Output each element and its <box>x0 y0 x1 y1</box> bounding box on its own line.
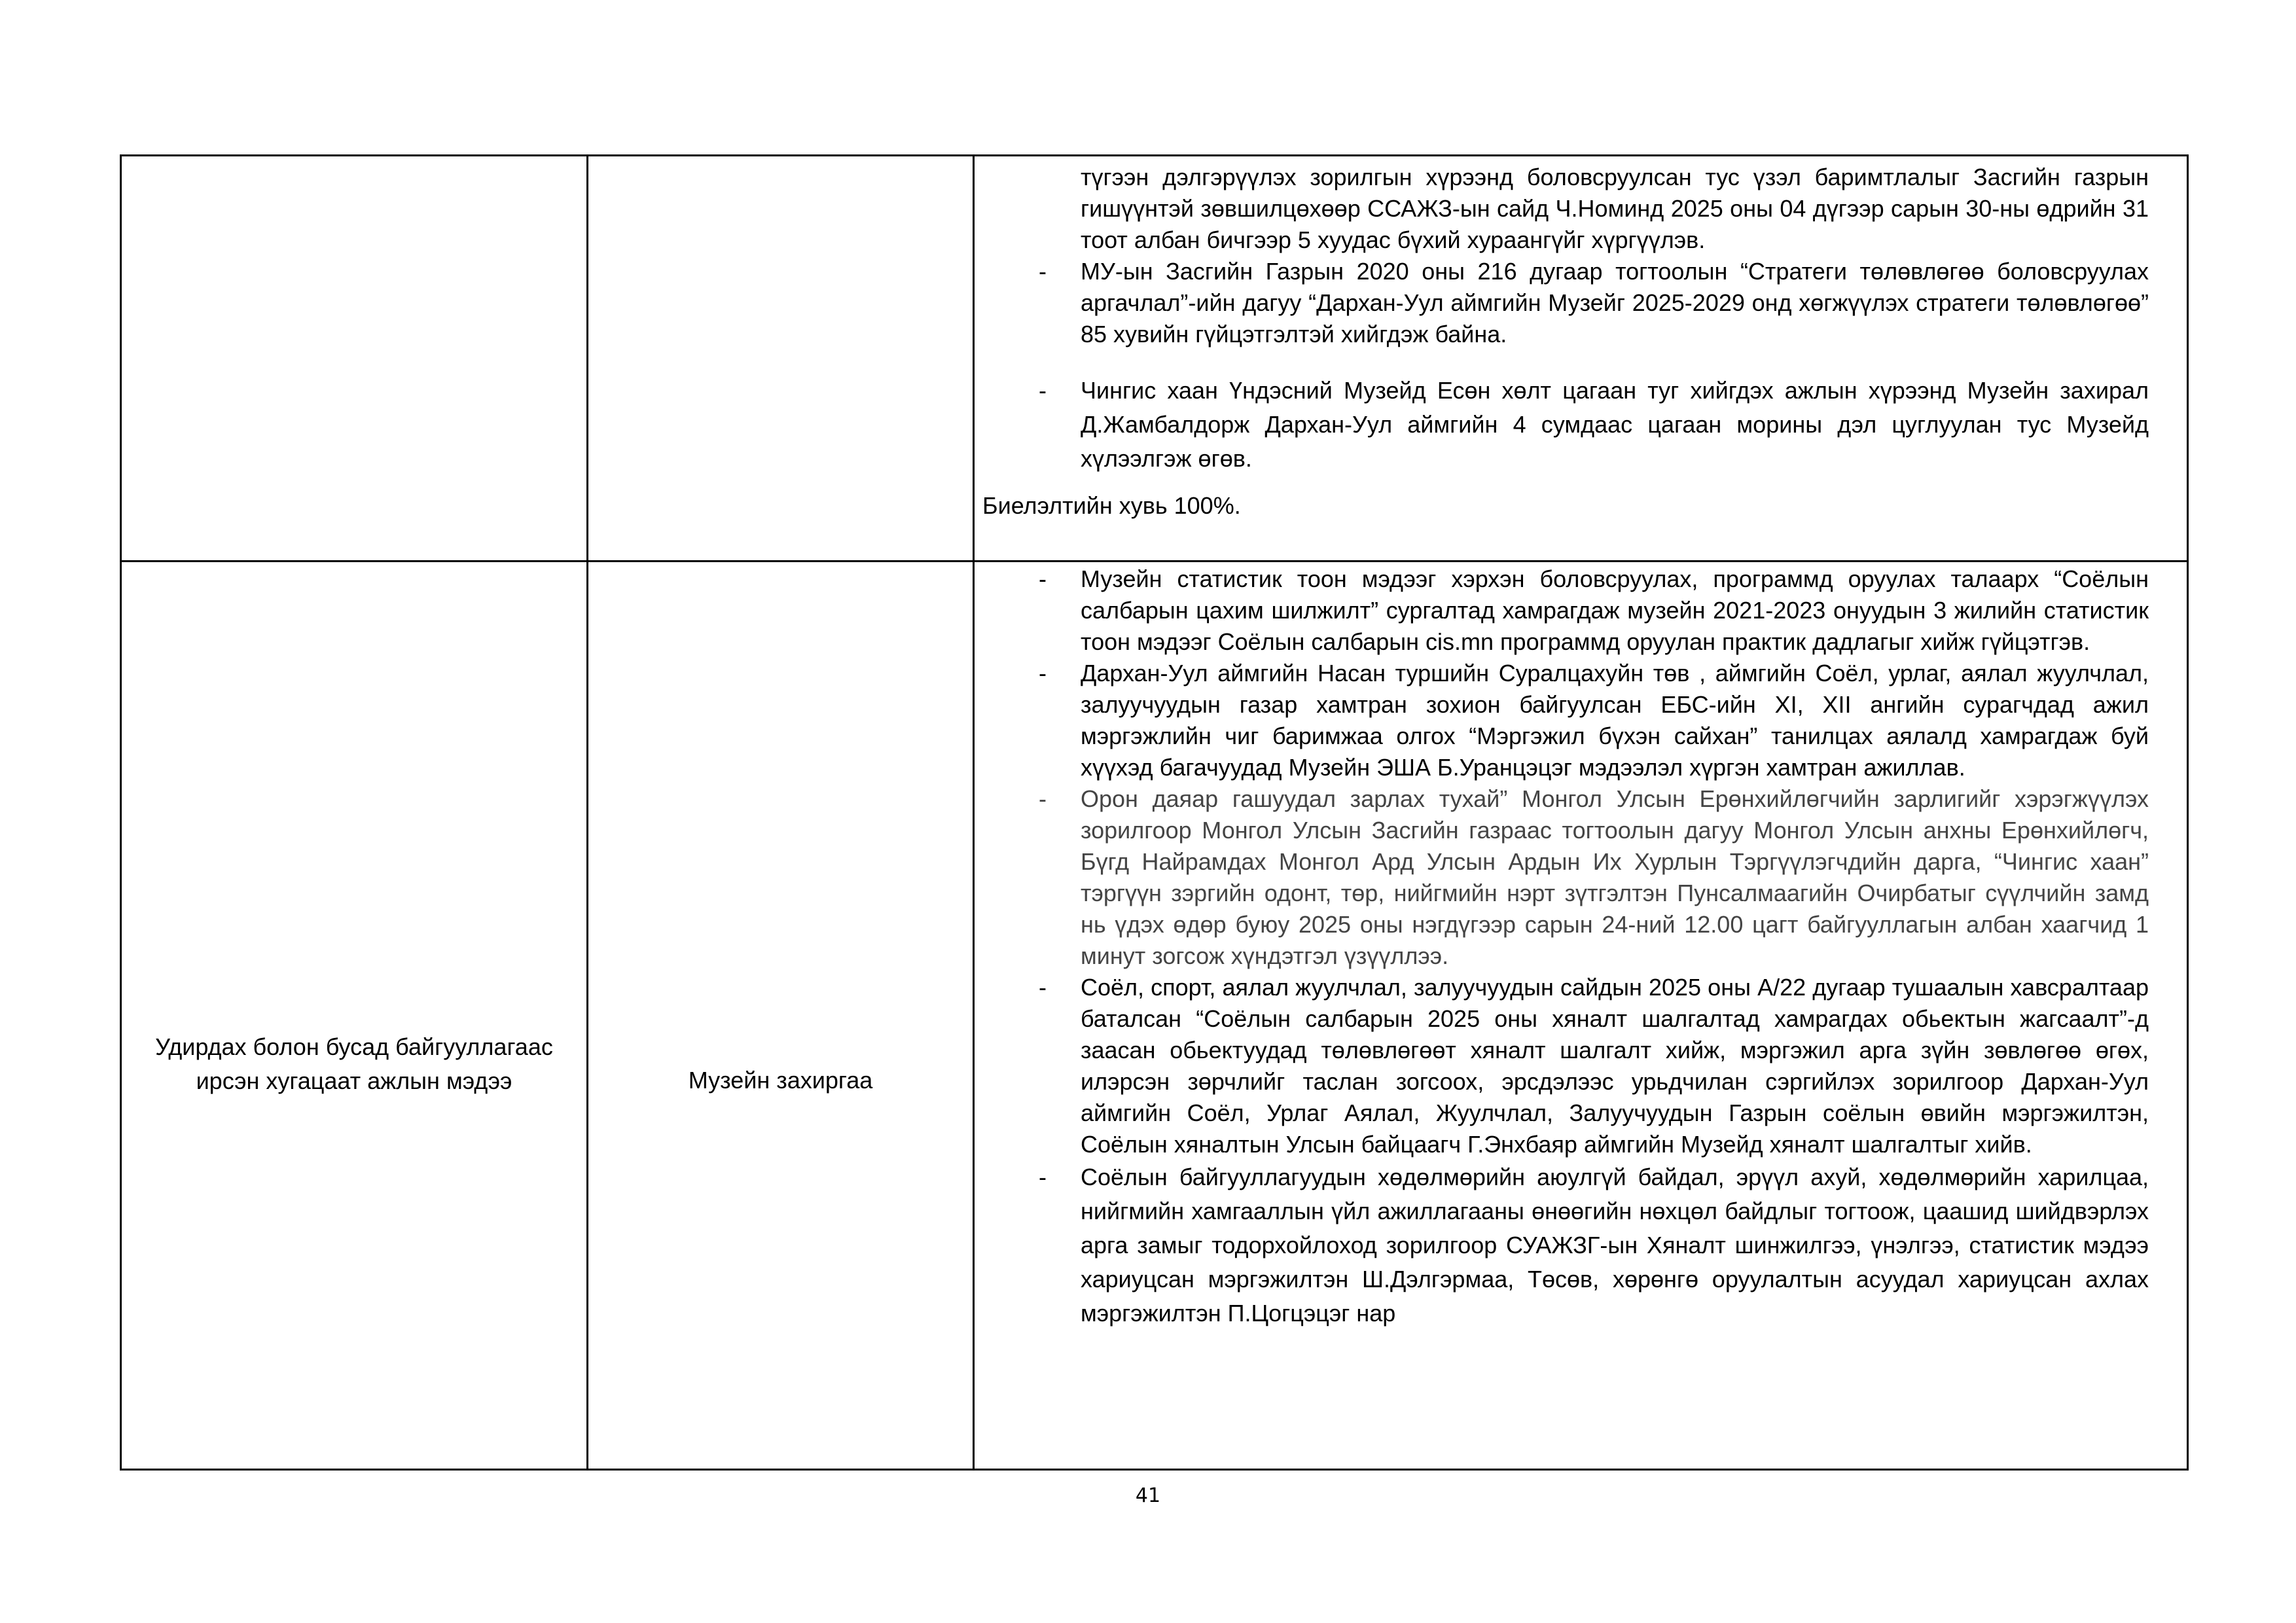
bullet-dash: - <box>1039 565 1047 592</box>
continued-paragraph: түгээн дэлгэрүүлэх зорилгын хүрээнд боловсруулсан тус үзэл баримтлалыг Засгийн газрын гишүүнтэй зөвшилцөхөөр ССАЖЗ-ын сайд Ч.Номинд 2025 оны 04 дүгээр сарын 30-ны өдрийн 31 тоот албан бичгээр 5 хуудас бүхий хураангүйг хүргүүлэв. <box>1081 164 2149 253</box>
list-item-text: Орон даяар гашуудал зарлах тухай” Монгол Улсын Ерөнхийлөгчийн зарлигийг хэрэгжүүлэх зорилгоор Монгол Улсын Засгийн газраас тогтоолын дагуу Монгол Улсын анхны Ерөнхийлөгч, Бүгд Найрамдах Монгол Ард Улсын Ардын Их Хурлын Тэргүүлэгчдийн дарга, “Чингис хаан” тэргүүн зэргийн одонт, төр, нийгмийн нэрт зүтгэлтэн Пунсалмаагийн Очирбатыг сүүлчийн замд нь үдэх өдөр буюу 2025 оны нэгдүгээр сарын 24-ний 12.00 цагт байгууллагын албан хаагчид 1 минут зогсож хүндэтгэл үзүүллээ. <box>1081 785 2149 969</box>
row1-col1-cell <box>121 156 588 562</box>
list-item <box>975 783 2149 972</box>
list-item-text: Соёл, спорт, аялал жуулчлал, залуучуудын сайдын 2025 оны А/22 дугаар тушаалын хавсралтаар баталсан “Соёлын салбарын 2025 оны хяналт шалгалтад хамрагдах обьектын жагсаалт”-д заасан обьектуудад төлөвлөгөөт хяналт шалгалт хийж, мэргэжил арга зүйн зөвлөгөө өгөх, илэрсэн зөрчлийг таслан зогсоох, эрсдэлээс урьдчилан сэргийлэх зорилгоор Дархан-Уул аймгийн Соёл, Урлаг Аялал, Жуулчлал, Залуучуудын Газрын соёлын өвийн мэргэжилтэн, Соёлын хяналтын Улсын байцаагч Г.Энхбаяр аймгийн Музейд хяналт шалгалтыг хийв. <box>1081 974 2149 1158</box>
list-item-text: Чингис хаан Үндэсний Музейд Есөн хөлт цагаан туг хийгдэх ажлын хүрээнд Музейн захирал Д.Жамбалдорж Дархан-Уул аймгийн 4 сумдаас цагаан морины дэл цуглуулан тус Музейд хүлээлгэж өгөв. <box>1081 377 2149 472</box>
list-item <box>975 658 2149 783</box>
bullet-dash: - <box>1039 974 1047 1001</box>
table-row <box>121 562 2188 1470</box>
row2-col2-cell <box>588 562 974 1470</box>
list-item-text: Дархан-Уул аймгийн Насан туршийн Суралцахуйн төв , аймгийн Соёл, урлаг, аялал жуулчлал, залуучуудын газар хамтран зохион байгуулсан ЕБС-ийн XI, XII ангийн сурагчдад ажил мэргэжлийн чиг баримжаа олгох “Мэргэжил бүхэн сайхан” танилцах аялалд хамрагдаж буй хүүхэд багачуудад Музейн ЭША Б.Уранцэцэг мэдээлэл хүргэн хамтран ажиллав. <box>1081 660 2149 781</box>
list-item-text: Музейн статистик тоон мэдээг хэрхэн боловсруулах, программд оруулах талаарх “Соёлын салбарын цахим шилжилт” сургалтад хамрагдаж музейн 2021-2023 онуудын 3 жилийн статистик тоон мэдээг Соёлын салбарын cis.mn программд оруулан практик дадлагыг хийж гүйцэтгэв. <box>1081 565 2149 655</box>
completion-percent: Биелэлтийн хувь 100%. <box>982 492 1241 519</box>
bullet-dash: - <box>1039 258 1047 285</box>
bullet-dash: - <box>1039 1164 1047 1190</box>
table-row <box>121 156 2188 562</box>
row2-col3-cell <box>974 562 2188 1470</box>
bullet-dash: - <box>1039 660 1047 687</box>
list-item-text: Соёлын байгууллагуудын хөдөлмөрийн аюулгүй байдал, эрүүл ахуй, хөдөлмөрийн харилцаа, нийгмийн хамгааллын үйл ажиллагааны өнөөгийн нөхцөл байдлыг тогтоож, цаашид шийдвэрлэх арга замыг тодорхойлоход зорилгоор СУАЖЗГ-ын Хяналт шинжилгээ, үнэлгээ, статистик мэдээ хариуцсан мэргэжилтэн Ш.Дэлгэрмаа, Төсөв, хөрөнгө оруулалтын асуудал хариуцсан ахлах мэргэжилтэн П.Цогцэцэг нар <box>1081 1164 2149 1327</box>
report-table <box>120 154 2189 1471</box>
list-item <box>975 374 2149 476</box>
unit-text: Музейн захиргаа <box>688 1066 873 1094</box>
bullet-dash: - <box>1039 785 1047 812</box>
list-item <box>975 1160 2149 1330</box>
list-item-text: МУ-ын Засгийн Газрын 2020 оны 216 дугаар тогтоолын “Стратеги төлөвлөгөө боловсруулах аргачлал”-ийн дагуу “Дархан-Уул аймгийн Музейг 2025-2029 онд хөгжүүлэх стратеги төлөвлөгөө” 85 хувийн гүйцэтгэлтэй хийгдэж байна. <box>1081 258 2149 348</box>
bullet-dash: - <box>1039 377 1047 404</box>
list-item <box>975 972 2149 1160</box>
page-number: 41 <box>1135 1484 1161 1507</box>
row1-col2-cell <box>588 156 974 562</box>
category-text: Удирдах болон бусад байгууллагаас ирсэн хугацаат ажлын мэдээ <box>155 1033 553 1094</box>
list-item <box>975 563 2149 658</box>
list-item <box>975 256 2149 350</box>
row2-col1-cell <box>121 562 588 1470</box>
row1-col3-cell <box>974 156 2188 562</box>
